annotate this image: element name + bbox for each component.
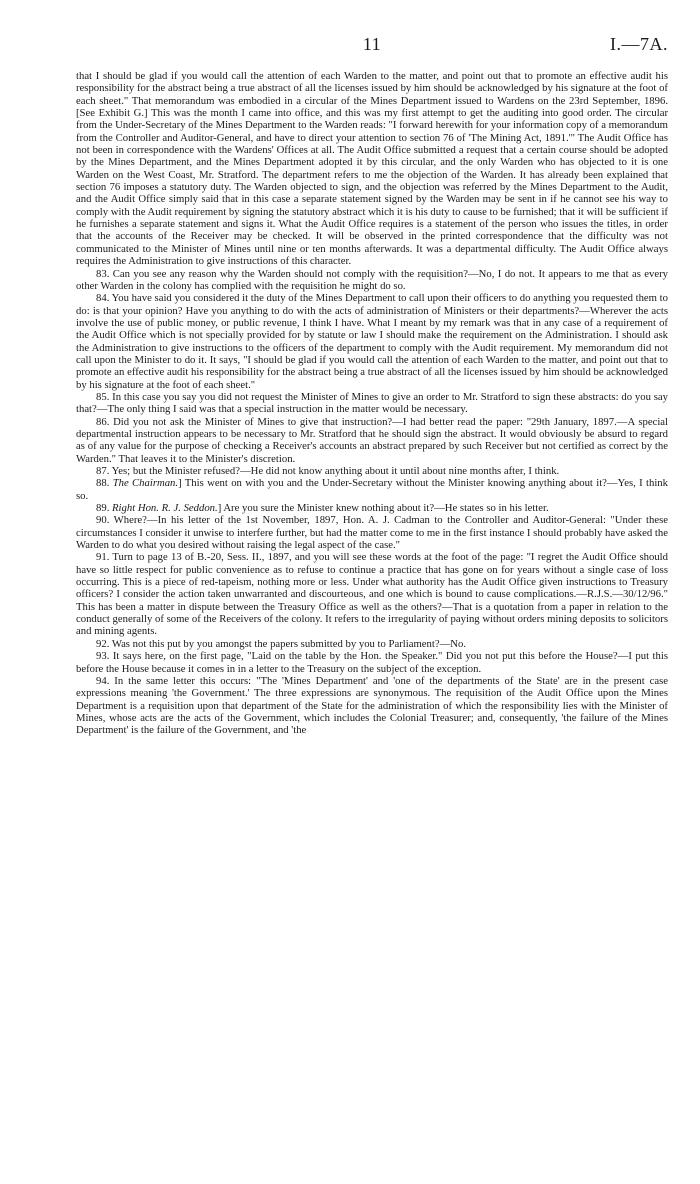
paragraph — [76, 650, 668, 675]
paragraph-text: 90. Where?—In his letter of the 1st November, 1897, Hon. A. J. Cadman to the Controller and Auditor-General: "Under these circumstances I consider it unwise to interfere further, but had the matter come to me in the first instance I should probably have asked the Warden to do what you desired without raising the legal aspect of the case." — [76, 514, 668, 552]
paragraph-text: 85. In this case you say you did not request the Minister of Mines to give an order to Mr. Stratford to sign these abstracts: do you say that?—The only thing I said was that a special instruction in the matter would be necessary. — [76, 390, 668, 416]
paragraph-text: that I should be glad if you would call the attention of each Warden to the matter, and point out that to promote an effective audit his responsibility for the abstract being a true abstract of all the licenses issued by him should be acknowledged by his signature at the foot of each sheet." That memorandum was embodied in a circular of the Mines Department issued to Wardens on the 23rd September, 1896. [See Exhibit G.] This was the month I came into office, and this was my first attempt to get the auditing into good order. The circular from the Under-Secretary of the Mines Department to the Warden reads: "I forward herewith for your information copy of a memorandum from the Controller and Auditor-General, and have to direct your attention to section 76 of 'The Mining Act, 1891.'" The Audit Office has not been in correspondence with the Wardens' Offices at all. The Audit Office submitted a request that a certain course should be adopted by the Mines Department, and the Mines Department adopted it by this circular, and the only Warden who has objected to it is one Warden on the West Coast, Mr. Stratford. The department refers to me the objection of the Warden. It has already been explained that section 76 imposes a statutory duty. The Warden objected to sign, and the objection was referred by the Mines Department to the Audit, and the Audit Office simply said that in this case a separate statement signed by the Warden may be sent in if he cannot see his way to comply with the Audit requirement by signing the statutory abstract which it is his duty to cause to be furnished; that it will be sufficient if he furnishes a separate statement and signs it. What the Audit Office requires is a statement of the person who issues the titles, in order that the accounts of the Receiver may be checked. It will be observed in the printed correspondence that the difficulty was not communicated to the Minister of Mines until nine or ten months afterwards. It was a departmental difficulty. The Audit Office always requires the Administration to give instructions of this character. — [76, 70, 668, 268]
speaker-name: The Chairman. — [112, 477, 179, 490]
paragraph-text: 83. Can you see any reason why the Warden should not comply with the requisition?—No, I do not. It appears to me that as every other Warden in the colony has complied with the requisition he might do so. — [76, 267, 668, 292]
paragraph — [76, 502, 668, 514]
paragraph — [76, 638, 668, 650]
paragraph-text: ] Are you sure the Minister knew nothing about it?—He states so in his letter. — [217, 502, 549, 515]
speaker-name: Right Hon. R. J. Seddon. — [112, 502, 218, 515]
paragraph — [76, 391, 668, 416]
paragraph-text: 93. It says here, on the first page, "Laid on the table by the Hon. the Speaker." Did you not put this before the House?—I put this before the House because it comes in in a letter to the Treasury on the subject of the exception. — [76, 650, 668, 675]
paragraph — [76, 292, 668, 391]
body-text — [76, 70, 668, 737]
paragraph-text: 92. Was not this put by you amongst the papers submitted by you to Parliament?—No. — [96, 637, 466, 650]
paragraph-text: 84. You have said you considered it the duty of the Mines Department to call upon their officers to do anything you requested them to do: is that your opinion? Have you anything to do with the acts of administration of Ministers or their departments?—Wherever the acts involve the use of public money, or public revenue, I think I have. What I meant by my remark was that in any case of a requirement of the Audit Office which is not specially provided for by statute or law I should make the requirement on the Administration. I should ask the Administration to give instructions to the officers of the department to comply with the Audit requirement. My memorandum did not call upon the Minister to do it. It says, "I should be glad if you would call the attention of each Warden to the matter, and point out that to promote an effective audit his responsibility for the abstract being a true abstract of all the licenses issued by him should be acknowledged by his signature at the foot of each sheet." — [76, 292, 668, 391]
paragraph-text: 94. In the same letter this occurs: "The 'Mines Department' and 'one of the departments of the State' are in the present case expressions meaning 'the Government.' The three expressions are synonymous. The requisition of the Audit Office upon the Mines Department is a requisition upon that department of the State for the administration of which the responsibility lies with the Minister of Mines, whose acts are the acts of the Government, which includes the Colonial Treasurer; and, consequently, 'the failure of the Mines Department' is the failure of the Government, and 'the — [76, 674, 668, 737]
document-page — [76, 34, 668, 737]
paragraph — [76, 70, 668, 268]
paragraph-text: ] This went on with you and the Under-Secretary without the Minister knowing anything about it?—Yes, I think so. — [76, 477, 668, 502]
paragraph — [76, 416, 668, 465]
paragraph — [76, 268, 668, 293]
page-number: 11 — [362, 34, 382, 54]
paragraph — [76, 465, 668, 477]
paragraph — [76, 675, 668, 737]
paragraph — [76, 477, 668, 502]
question-number: 88. — [96, 477, 113, 490]
question-number: 89. — [96, 502, 113, 515]
page-header — [76, 34, 668, 64]
paragraph-text: 86. Did you not ask the Minister of Mines to give that instruction?—I had better read the paper: "29th January, 1897.—A special departmental instruction appears to be necessary to Mr. Stratford that he should sign the abstract. It would obviously be absurd to regard as of any value for the purpose of checking a Receiver's accounts an abstract prepared by such Receiver but not certified as correct by the Warden." That leaves it to the Minister's discretion. — [76, 415, 668, 465]
paragraph — [76, 514, 668, 551]
document-reference: I.—7A. — [610, 34, 668, 54]
paragraph-text: 91. Turn to page 13 of B.-20, Sess. II., 1897, and you will see these words at the foot of the page: "I regret the Audit Office should have so little respect for public convenience as to refuse to continue a practice that has gone on for years without a single case of loss occurring. This is a piece of red-tapeism, nothing more or less. Under what authority has the Audit Office given instructions to Treasury officers? I consider the action taken unwarranted and discourteous, and one which is bound to cause complications.—R.J.S.—30/12/96." This has been a matter in dispute between the Treasury Office as well as the others?—That is a quotation from a paper in relation to the conduct generally of some of the Receivers of the colony. It refers to the irregularity of paying without orders mining deposits to solicitors and mining agents. — [76, 551, 668, 638]
paragraph-text: 87. Yes; but the Minister refused?—He did not know anything about it until about nine months after, I think. — [96, 465, 560, 477]
paragraph — [76, 551, 668, 637]
